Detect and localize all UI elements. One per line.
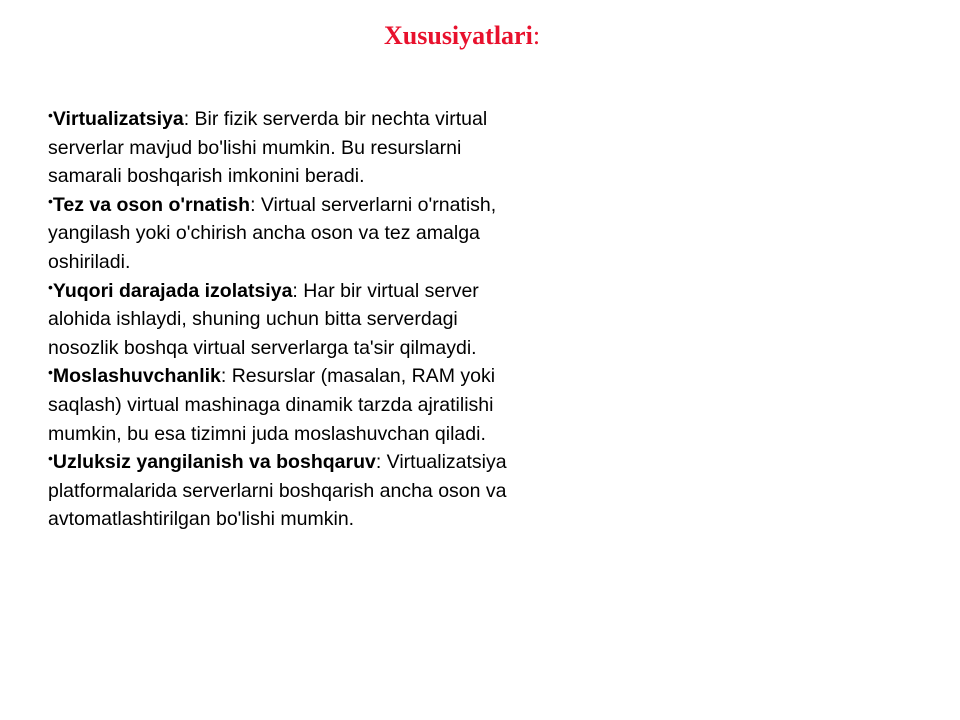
- bullet-icon: •: [48, 192, 53, 209]
- bullet-icon: •: [48, 107, 53, 123]
- item-description: Bir fizik serverda bir nechta virtual serverlar mavjud bo'lishi mumkin. Bu resurslarni samarali boshqarish imkonini beradi.: [48, 108, 488, 188]
- item-description: Virtual serverlarni o'rnatish, yangilash yoki o'chirish ancha oson va tez amalga oshiriladi.: [48, 193, 497, 273]
- list-item: [48, 105, 528, 191]
- list-item: [48, 362, 528, 448]
- item-term: Tez va oson o'rnatish: [52, 193, 251, 216]
- list-item: [48, 191, 528, 277]
- item-separator: :: [375, 451, 382, 474]
- item-term: Moslashuvchanlik: [52, 365, 221, 388]
- item-term: Yuqori darajada izolatsiya: [52, 279, 293, 302]
- item-term: Virtualizatsiya: [52, 108, 184, 130]
- list-item: [48, 277, 528, 363]
- feature-list: [48, 105, 528, 534]
- item-separator: :: [183, 108, 190, 130]
- item-description: Resurslar (masalan, RAM yoki saqlash) virtual mashinaga dinamik tarzda ajratilishi mumkin, bu esa tizimni juda moslashuvchan qiladi.: [48, 365, 496, 445]
- bullet-icon: •: [48, 364, 53, 381]
- bullet-icon: •: [48, 278, 53, 295]
- item-term: Uzluksiz yangilanish va boshqaruv: [52, 451, 376, 474]
- list-item: [48, 448, 528, 534]
- item-separator: :: [250, 193, 256, 216]
- slide-title-text: Xususiyatlari: [384, 21, 533, 50]
- bullet-icon: •: [48, 450, 53, 467]
- item-separator: :: [220, 365, 227, 388]
- item-separator: :: [292, 279, 298, 302]
- slide-title: [384, 18, 540, 54]
- item-description: Har bir virtual server alohida ishlaydi, shuning uchun bitta serverdagi nosozlik boshqa virtual serverlarga ta'sir qilmaydi.: [48, 279, 479, 359]
- item-description: Virtualizatsiya platformalarida serverlarni boshqarish ancha oson va avtomatlashtirilgan bo'lishi mumkin.: [48, 451, 507, 531]
- slide-title-colon: :: [532, 21, 541, 50]
